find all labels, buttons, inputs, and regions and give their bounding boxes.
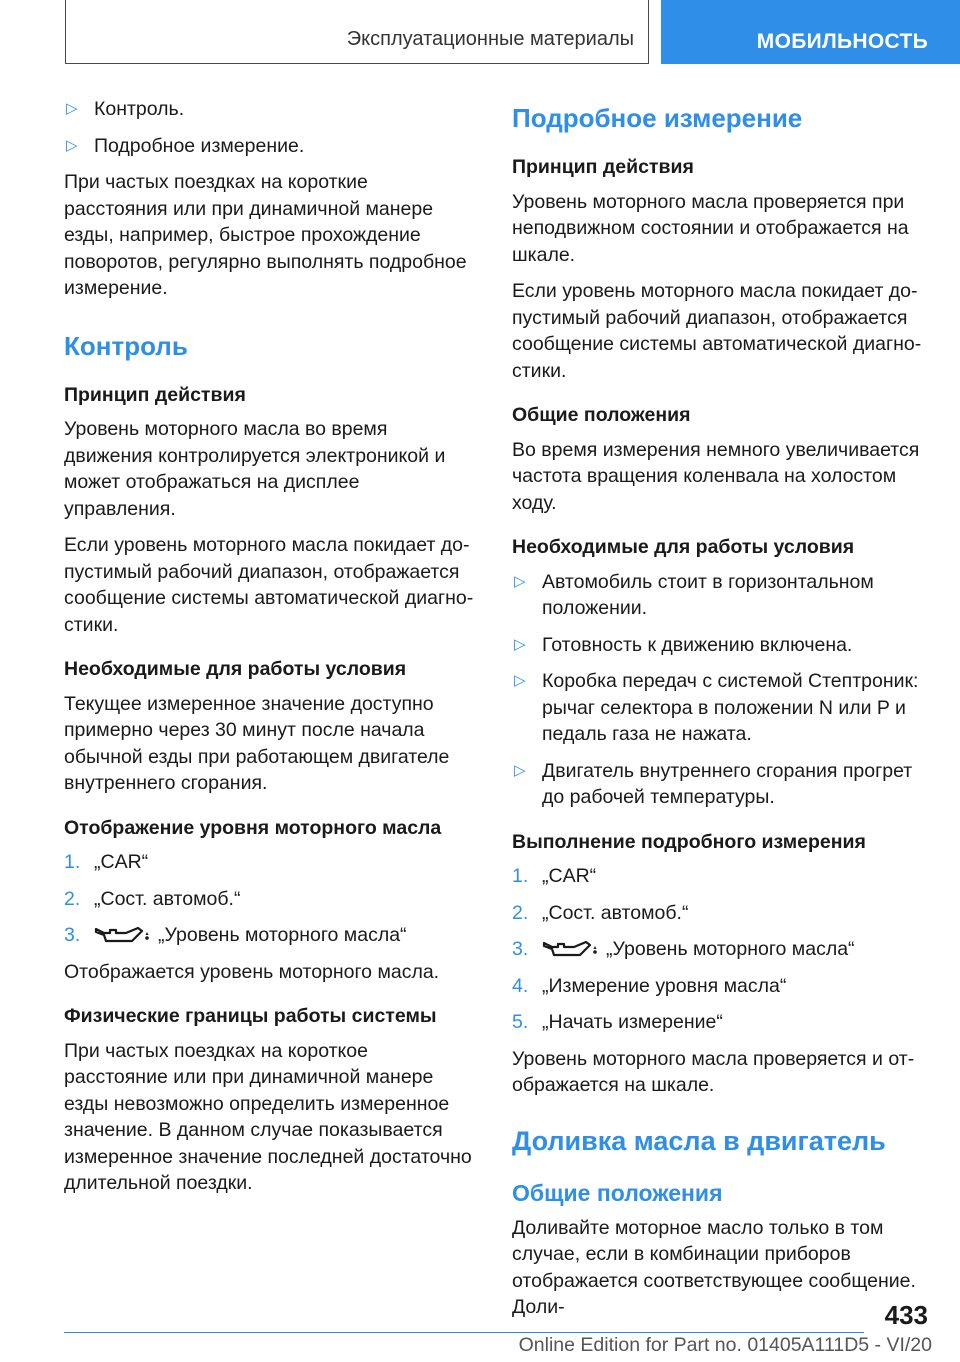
principle-paragraph-2: Если уровень моторного масла покидает допустимый рабочий диапазон, отображается сообщение системы автоматической диагностики. bbox=[64, 534, 474, 636]
triangle-bullet-icon: ▷ bbox=[514, 672, 526, 689]
bullet-text: Автомобиль стоит в горизонтальном положении. bbox=[542, 570, 874, 619]
triangle-bullet-icon: ▷ bbox=[514, 635, 526, 653]
step-number: 2. bbox=[64, 887, 81, 910]
heading-general: Общие положения bbox=[512, 404, 691, 426]
step-content bbox=[94, 922, 476, 949]
bullet-text: Коробка передач с системой Стептроник: рычаг селектора в положении N или P и педаль газа не нажата. bbox=[542, 670, 919, 745]
step-text: „CAR“ bbox=[94, 851, 149, 873]
step-item bbox=[64, 849, 476, 876]
bullet-item bbox=[512, 668, 924, 748]
bullet-text: Двигатель внутреннего сгорания прогрет до рабочей температуры. bbox=[542, 759, 913, 808]
heading-perform: Выполнение подробного измерения bbox=[512, 830, 866, 853]
display-paragraph: Отображается уровень моторного масла. bbox=[64, 960, 440, 983]
step-text: „Уровень моторного масла“ bbox=[606, 938, 855, 960]
bullet-text: Готовность к движению включена. bbox=[542, 633, 853, 656]
bullet-text: Контроль. bbox=[94, 98, 185, 120]
footer-edition: Online Edition for Part no. 01405A111D5 - VI/20 bbox=[518, 1334, 932, 1356]
step-item bbox=[512, 900, 924, 927]
bullet-item bbox=[512, 632, 924, 659]
bullet-item bbox=[64, 96, 476, 123]
footer-divider bbox=[64, 1332, 864, 1333]
heading-limits: Физические границы работы системы bbox=[64, 1005, 437, 1027]
step-number: 4. bbox=[512, 974, 529, 997]
heading-principle: Принцип действия bbox=[64, 383, 246, 406]
conditions-paragraph: Текущее измеренное значение доступно примерно через 30 минут после начала обычной езды при работающем двигателе внутреннего сгорания. bbox=[64, 692, 450, 794]
step-item bbox=[512, 936, 924, 963]
oil-can-icon bbox=[94, 924, 150, 946]
heading-general-topup: Общие положения bbox=[512, 1179, 723, 1206]
step-content bbox=[542, 936, 924, 963]
heading-principle: Принцип действия bbox=[512, 156, 694, 178]
heading-control: Контроль bbox=[64, 330, 188, 361]
header-chapter-title: МОБИЛЬНОСТЬ bbox=[756, 30, 928, 53]
step-text: „Сост. автомоб.“ bbox=[542, 901, 689, 924]
principle-paragraph-2: Если уровень моторного масла покидает допустимый рабочий диапазон, отображается сообщение системы автоматической диагностики. bbox=[512, 280, 922, 382]
step-item bbox=[512, 973, 924, 1000]
intro-paragraph: При частых поездках на короткие расстояния или при динамичной манере езды, например, быстрое прохождение поворотов, регулярно выполнять подробное измерение. bbox=[64, 171, 467, 299]
right-column bbox=[512, 96, 924, 1331]
heading-conditions: Необходимые для работы условия bbox=[64, 658, 407, 680]
oil-can-icon bbox=[542, 938, 598, 960]
header-section bbox=[65, 0, 649, 64]
bullet-text: Подробное измерение. bbox=[94, 134, 305, 157]
triangle-bullet-icon: ▷ bbox=[66, 100, 78, 117]
step-item bbox=[512, 863, 924, 890]
step-text: „Сост. автомоб.“ bbox=[94, 887, 241, 910]
step-number: 3. bbox=[512, 938, 529, 960]
step-text: „Измерение уровня масла“ bbox=[542, 974, 787, 997]
step-text: „Уровень моторного масла“ bbox=[158, 924, 407, 946]
step-number: 1. bbox=[512, 865, 529, 887]
bullet-item bbox=[64, 133, 476, 160]
step-item bbox=[64, 922, 476, 949]
step-item bbox=[512, 1009, 924, 1036]
header-section-title: Эксплуатационные материалы bbox=[346, 28, 634, 50]
step-number: 5. bbox=[512, 1011, 529, 1033]
bullet-item bbox=[512, 569, 924, 622]
heading-topup: Доливка масла в двигатель bbox=[512, 1125, 886, 1156]
principle-paragraph-1: Уровень моторного масла проверяется при неподвижном состоянии и отображается на шкале. bbox=[512, 190, 909, 266]
triangle-bullet-icon: ▷ bbox=[514, 761, 526, 779]
heading-conditions: Необходимые для работы условия bbox=[512, 536, 855, 558]
principle-paragraph-1: Уровень моторного масла во время движения контролируется электроникой и может отображаться на дисплее управления. bbox=[64, 418, 446, 520]
topup-paragraph: Доливайте моторное масло только в том случае, если в комбинации приборов отображается соответствующее сообщение. Доли- bbox=[512, 1216, 916, 1318]
step-text: „Начать измерение“ bbox=[542, 1011, 723, 1033]
left-column bbox=[64, 96, 476, 1207]
bullet-item bbox=[512, 758, 924, 811]
general-paragraph: Во время измерения немного увеличивается частота вращения коленвала на холостом ходу. bbox=[512, 438, 920, 514]
step-number: 2. bbox=[512, 901, 529, 924]
step-number: 1. bbox=[64, 851, 81, 873]
limits-paragraph: При частых поездках на короткое расстояние или при динамичной манере езды невозможно определить измеренное значение. В данном случае показывается измеренное значение последней достаточно длительной поездки. bbox=[64, 1039, 472, 1194]
step-number: 3. bbox=[64, 924, 81, 946]
triangle-bullet-icon: ▷ bbox=[514, 572, 526, 590]
perform-paragraph: Уровень моторного масла проверяется и отображается на шкале. bbox=[512, 1047, 915, 1096]
triangle-bullet-icon: ▷ bbox=[66, 136, 78, 154]
step-text: „CAR“ bbox=[542, 865, 597, 887]
header-chapter bbox=[661, 0, 960, 64]
heading-display: Отображение уровня моторного масла bbox=[64, 816, 442, 839]
heading-detailed: Подробное измерение bbox=[512, 103, 803, 133]
step-item bbox=[64, 886, 476, 913]
page-number: 433 bbox=[884, 1300, 928, 1330]
